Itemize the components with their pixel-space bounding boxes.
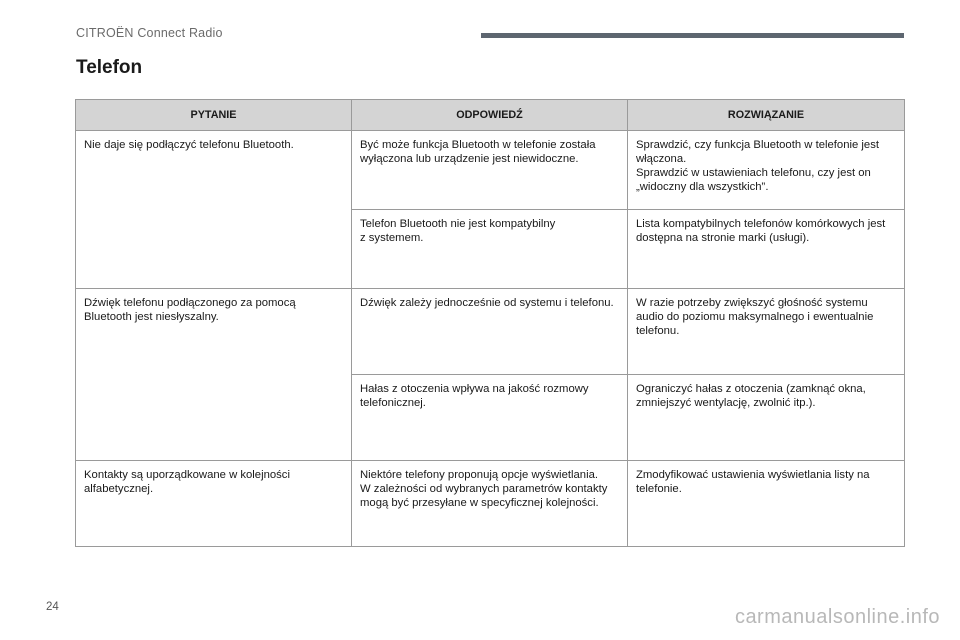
troubleshooting-table [75, 99, 905, 547]
question-cell: Kontakty są uporządkowane w kolejności alfabetycznej. [76, 461, 352, 547]
answer-cell: Dźwięk zależy jednocześnie od systemu i telefonu. [352, 289, 628, 375]
table-header-row [76, 100, 905, 131]
table-row [76, 461, 905, 547]
answer-cell: Telefon Bluetooth nie jest kompatybilny z systemem. [352, 210, 628, 289]
solution-cell: Ograniczyć hałas z otoczenia (zamknąć okna, zmniejszyć wentylację, zwolnić itp.). [628, 375, 905, 461]
question-cell: Nie daje się podłączyć telefonu Bluetooth. [76, 131, 352, 289]
solution-cell: W razie potrzeby zwiększyć głośność systemu audio do poziomu maksymalnego i ewentualnie telefonu. [628, 289, 905, 375]
answer-cell: Być może funkcja Bluetooth w telefonie została wyłączona lub urządzenie jest niewidoczne. [352, 131, 628, 210]
header-divider-bar [481, 33, 904, 38]
solution-cell: Zmodyfikować ustawienia wyświetlania listy na telefonie. [628, 461, 905, 547]
answer-cell: Niektóre telefony proponują opcje wyświetlania. W zależności od wybranych parametrów kontakty mogą być przesyłane w specyficznej kolejności. [352, 461, 628, 547]
answer-cell: Hałas z otoczenia wpływa na jakość rozmowy telefonicznej. [352, 375, 628, 461]
solution-cell: Sprawdzić, czy funkcja Bluetooth w telefonie jest włączona. Sprawdzić w ustawieniach telefonu, czy jest on „widoczny dla wszystkich”. [628, 131, 905, 210]
table-row [76, 131, 905, 210]
section-title: Telefon [76, 57, 143, 78]
document-header-title: CITROËN Connect Radio [76, 26, 223, 40]
table-row [76, 289, 905, 375]
column-header-solution: ROZWIĄZANIE [628, 100, 905, 131]
column-header-question: PYTANIE [76, 100, 352, 131]
question-cell: Dźwięk telefonu podłączonego za pomocą Bluetooth jest niesłyszalny. [76, 289, 352, 461]
watermark-text: carmanualsonline.info [734, 606, 940, 628]
page-number: 24 [46, 601, 59, 613]
solution-cell: Lista kompatybilnych telefonów komórkowych jest dostępna na stronie marki (usługi). [628, 210, 905, 289]
column-header-answer: ODPOWIEDŹ [352, 100, 628, 131]
